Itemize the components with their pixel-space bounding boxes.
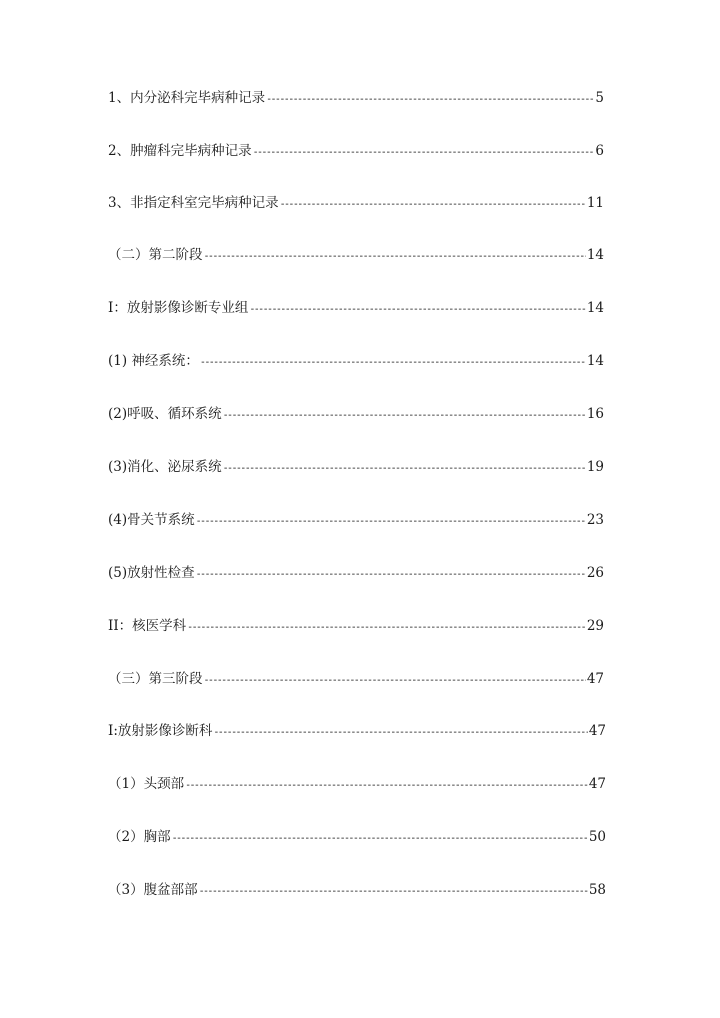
toc-entry-label: （2）胸部	[108, 829, 171, 845]
toc-entry[interactable]	[108, 140, 604, 162]
toc-dot-leader	[196, 564, 586, 584]
toc-entry[interactable]	[108, 826, 606, 848]
toc-dot-leader	[213, 722, 587, 742]
toc-dot-leader	[249, 299, 585, 319]
toc-dot-leader	[253, 142, 595, 162]
toc-dot-leader	[266, 89, 594, 109]
toc-entry-label: (2)呼吸、循环系统	[108, 406, 222, 422]
toc-page-number: 11	[586, 195, 604, 211]
toc-entry-label: (3)消化、泌尿系统	[108, 459, 222, 475]
toc-entry-label: （二）第二阶段	[108, 247, 203, 263]
toc-page-number: 58	[588, 882, 606, 898]
toc-entry-label: II：核医学科	[108, 618, 187, 634]
toc-page-number: 26	[586, 565, 604, 581]
toc-page-number: 29	[586, 618, 604, 634]
toc-page-number: 23	[586, 512, 604, 528]
toc-dot-leader	[204, 246, 586, 266]
toc-entry[interactable]	[108, 668, 604, 690]
toc-entry[interactable]	[108, 509, 604, 531]
toc-page-number: 47	[588, 776, 606, 792]
toc-entry[interactable]	[108, 615, 604, 637]
toc-dot-leader	[200, 352, 586, 372]
toc-entry[interactable]	[108, 773, 606, 795]
toc-dot-leader	[199, 881, 588, 901]
toc-page-number: 47	[586, 671, 604, 687]
toc-entry-label: I:放射影像诊断科	[108, 723, 213, 739]
toc-dot-leader	[204, 670, 586, 690]
toc-entry[interactable]	[108, 403, 604, 425]
toc-entry[interactable]	[108, 720, 606, 742]
toc-dot-leader	[196, 511, 586, 531]
toc-entry-label: （三）第三阶段	[108, 671, 203, 687]
toc-entry[interactable]	[108, 350, 604, 372]
toc-page-number: 14	[586, 353, 604, 369]
toc-page-number: 50	[588, 829, 606, 845]
toc-entry[interactable]	[108, 879, 606, 901]
toc-entry-label: 1、内分泌科完毕病种记录	[108, 90, 266, 106]
toc-dot-leader	[172, 828, 588, 848]
toc-dot-leader	[280, 194, 586, 214]
toc-entry-label: 2、肿瘤科完毕病种记录	[108, 143, 252, 159]
toc-entry-label: (1) 神经系统：	[108, 353, 199, 369]
toc-page-number: 6	[595, 143, 604, 159]
toc-entry-label: (5)放射性检查	[108, 565, 195, 581]
toc-page-number: 19	[586, 459, 604, 475]
toc-entry-label: I：放射影像诊断专业组	[108, 300, 249, 316]
toc-entry[interactable]	[108, 192, 604, 214]
toc-dot-leader	[223, 405, 586, 425]
toc-dot-leader	[185, 775, 588, 795]
toc-entry-label: (4)骨关节系统	[108, 512, 195, 528]
toc-entry[interactable]	[108, 562, 604, 584]
toc-entry-label: 3、非指定科室完毕病种记录	[108, 195, 279, 211]
toc-entry-label: （3）腹盆部部	[108, 882, 198, 898]
toc-entry[interactable]	[108, 87, 604, 109]
toc-page-number: 47	[588, 723, 606, 739]
toc-entry[interactable]	[108, 297, 604, 319]
toc-dot-leader	[223, 458, 586, 478]
toc-page-number: 14	[586, 247, 604, 263]
toc-page-number: 14	[586, 300, 604, 316]
toc-page-number: 16	[586, 406, 604, 422]
toc-page-number: 5	[595, 90, 604, 106]
toc-entry-label: （1）头颈部	[108, 776, 185, 792]
toc-entry[interactable]	[108, 244, 604, 266]
toc-dot-leader	[187, 617, 586, 637]
toc-entry[interactable]	[108, 456, 604, 478]
